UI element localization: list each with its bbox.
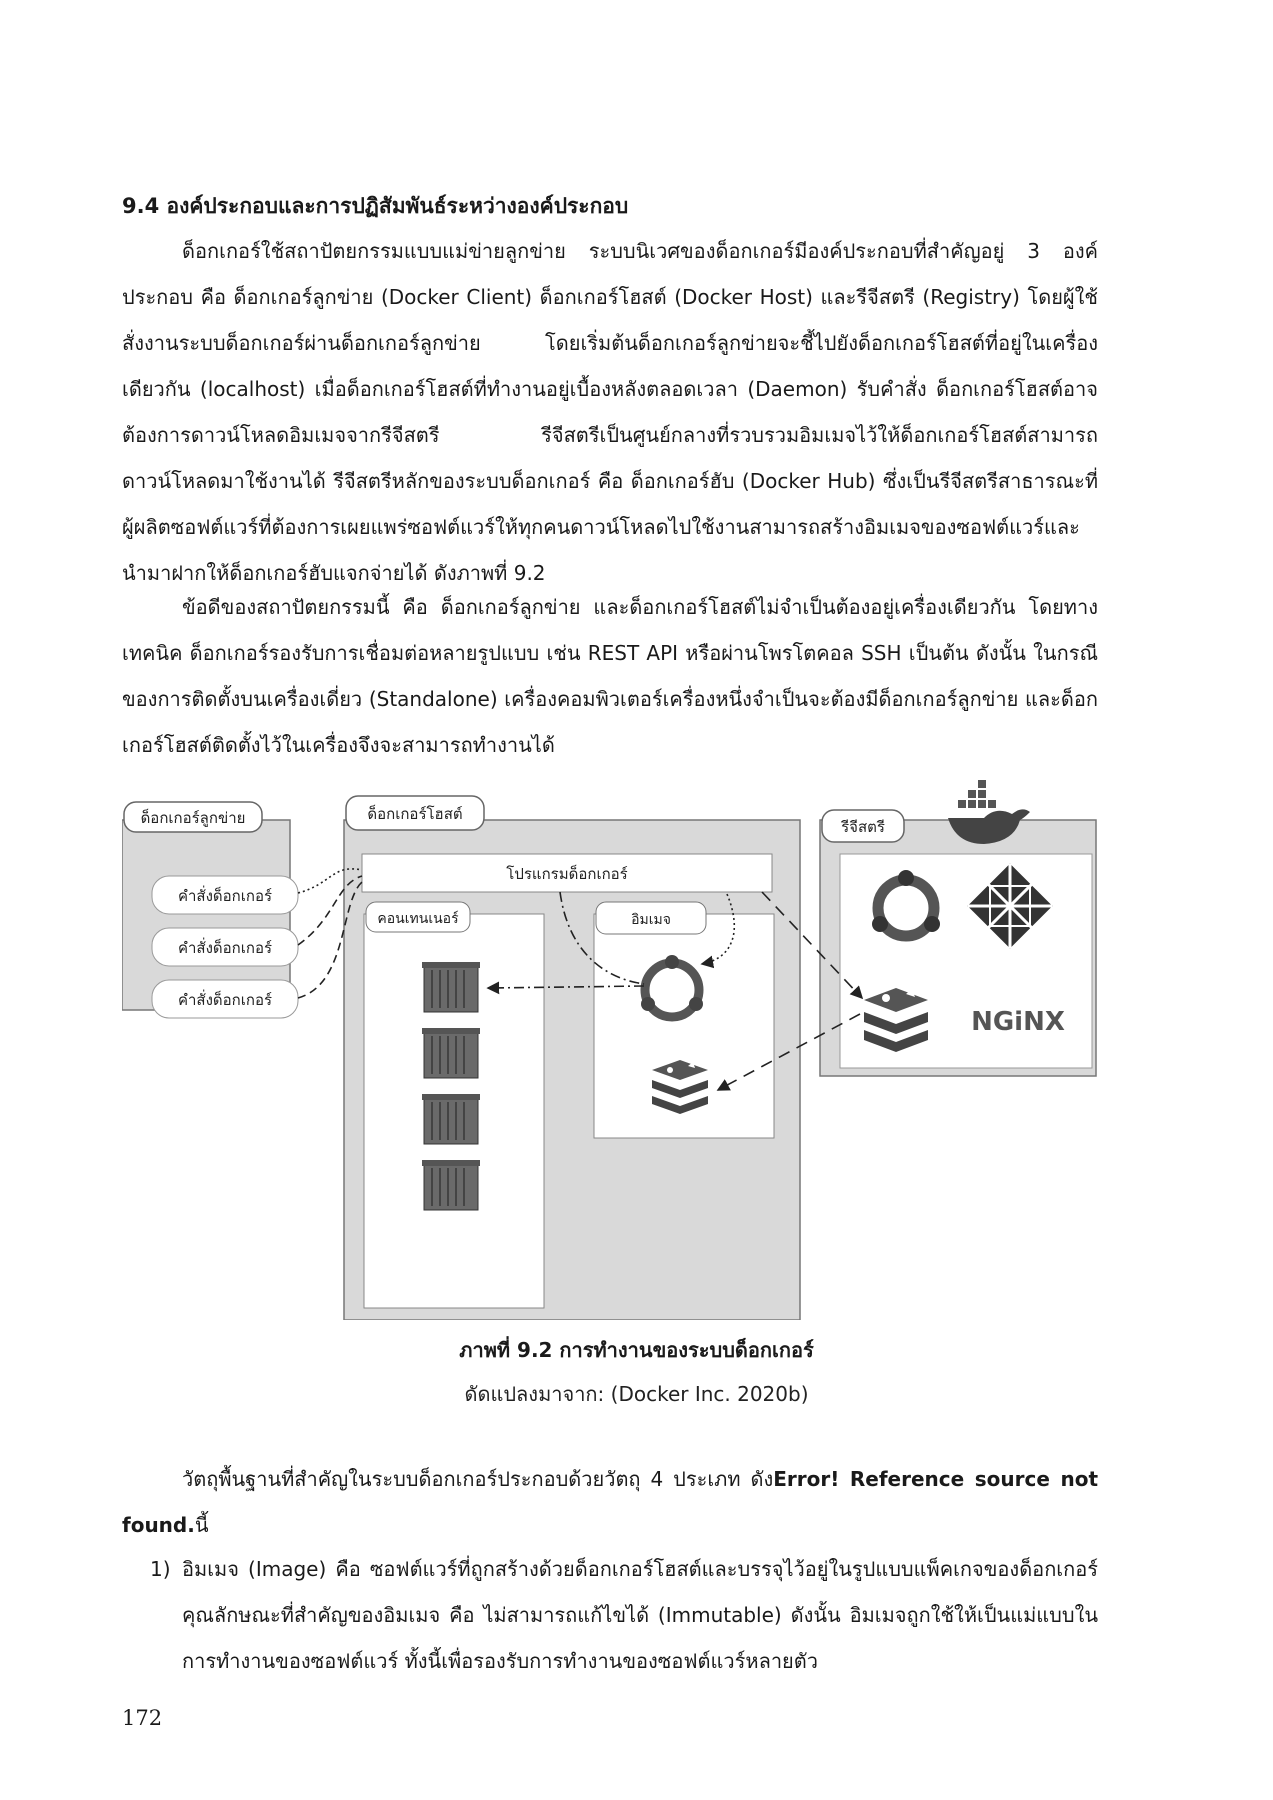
nginx-logo: NGiNX [971,1007,1065,1037]
host-label: ด็อกเกอร์โฮสต์ [367,805,463,823]
images-label: อิมเมจ [631,912,671,928]
page-number: 172 [122,1706,163,1730]
paragraph-architecture-text: ด็อกเกอร์ใช้สถาปัตยกรรมแบบแม่ข่ายลูกข่าย ระบบนิเวศของด็อกเกอร์มีองค์ประกอบที่สำคัญอยู่ 3 องค์ประกอบ คือ ด็อกเกอร์ลูกข่าย (Docker Client) ด็อกเกอร์โฮสต์ (Docker Host) และรีจีสตรี (Registry) โดยผู้ใช้สั่งงานระบบด็อกเกอร์ผ่านด็อกเกอร์ลูกข่าย โดยเริ่มต้นด็อกเกอร์ลูกข่ายจะชี้ไปยังด็อกเกอร์โฮสต์ที่อยู่ในเครื่องเดียวกัน (localhost) เมื่อด็อกเกอร์โฮสต์ที่ทำงานอยู่เบื้องหลังตลอดเวลา (Daemon) รับคำสั่ง ด็อกเกอร์โฮสต์อาจต้องการดาวน์โหลดอิมเมจจากรีจีสตรี รีจีสตรีเป็นศูนย์กลางที่รวบรวมอิมเมจไว้ให้ด็อกเกอร์โฮสต์สามารถดาวน์โหลดมาใช้งานได้ รีจีสตรีหลักของระบบด็อกเกอร์ คือ ด็อกเกอร์ฮับ (Docker Hub) ซึ่งเป็นรีจีสตรีสาธารณะที่ผู้ผลิตซอฟต์แวร์ที่ต้องการเผยแพร่ซอฟต์แวร์ให้ทุกคนดาวน์โหลดไปใช้งานสามารถสร้างอิมเมจของซอฟต์แวร์และนำมาฝากให้ด็อกเกอร์ฮับแจกจ่ายได้ ดังภาพที่ 9.2 [122,239,1098,585]
container-icon [422,1028,480,1078]
container-icon [422,1094,480,1144]
paragraph-objects-text: วัตถุพื้นฐานที่สำคัญในระบบด็อกเกอร์ประกอบด้วยวัตถุ 4 ประเภท ดัง [182,1467,774,1491]
svg-text:คำสั่งด็อกเกอร์: คำสั่งด็อกเกอร์ [177,991,273,1009]
registry-label: รีจีสตรี [841,818,885,836]
list-item [150,1546,1099,1684]
centos-logo-icon [968,864,1053,949]
paragraph-architecture [122,228,1098,596]
list-item-text: อิมเมจ (Image) คือ ซอฟต์แวร์ที่ถูกสร้างด้วยด็อกเกอร์โฮสต์และบรรจุไว้อยู่ในรูปแบบแพ็คเกจของด็อกเกอร์ คุณลักษณะที่สำคัญของอิมเมจ คือ ไม่สามารถแก้ไขได้ (Immutable) ดังนั้น อิมเมจถูกใช้ให้เป็นแม่แบบในการทำงานของซอฟต์แวร์ ทั้งนี้เพื่อรองรับการทำงานของซอฟต์แวร์หลายตัว [182,1557,1099,1673]
docker-client-panel [122,802,298,1018]
container-icon [422,1160,480,1210]
figure-caption-title: ภาพที่ 9.2 การทำงานของระบบด็อกเกอร์ [459,1338,814,1362]
client-label: ด็อกเกอร์ลูกข่าย [140,809,246,827]
docker-architecture-figure [122,780,1098,1320]
paragraph-advantages-text: ข้อดีของสถาปัตยกรรมนี้ คือ ด็อกเกอร์ลูกข่าย และด็อกเกอร์โฮสต์ไม่จำเป็นต้องอยู่เครื่องเดียวกัน โดยทางเทคนิค ด็อกเกอร์รองรับการเชื่อมต่อหลายรูปแบบ เช่น REST API หรือผ่านโพรโตคอล SSH เป็นต้น ดังนั้น ในกรณีของการติดตั้งบนเครื่องเดี่ยว (Standalone) เครื่องคอมพิวเตอร์เครื่องหนึ่งจำเป็นจะต้องมีด็อกเกอร์ลูกข่าย และด็อกเกอร์โฮสต์ติดตั้งไว้ในเครื่องจึงจะสามารถทำงานได้ [122,595,1098,757]
client-command-2 [152,928,298,966]
client-command-1 [152,876,298,914]
paragraph-objects [122,1456,1098,1548]
docker-host-panel [344,796,800,1320]
paragraph-advantages [122,584,1098,768]
figure-caption-source: ดัดแปลงมาจาก: (Docker Inc. 2020b) [464,1382,809,1406]
containers-label: คอนเทนเนอร์ [377,911,459,927]
list-item-number: 1) [150,1557,171,1581]
client-command-3 [152,980,298,1018]
container-icon [422,962,480,1012]
paragraph-objects-tail: นี้ [194,1513,209,1537]
reference-error: Error! Reference source not found. [122,1467,1099,1537]
svg-text:คำสั่งด็อกเกอร์: คำสั่งด็อกเกอร์ [177,887,273,905]
daemon-label: โปรแกรมด็อกเกอร์ [506,865,628,883]
svg-text:คำสั่งด็อกเกอร์: คำสั่งด็อกเกอร์ [177,939,273,957]
section-heading: 9.4 องค์ประกอบและการปฏิสัมพันธ์ระหว่างองค์ประกอบ [122,194,629,218]
registry-panel [820,780,1096,1076]
